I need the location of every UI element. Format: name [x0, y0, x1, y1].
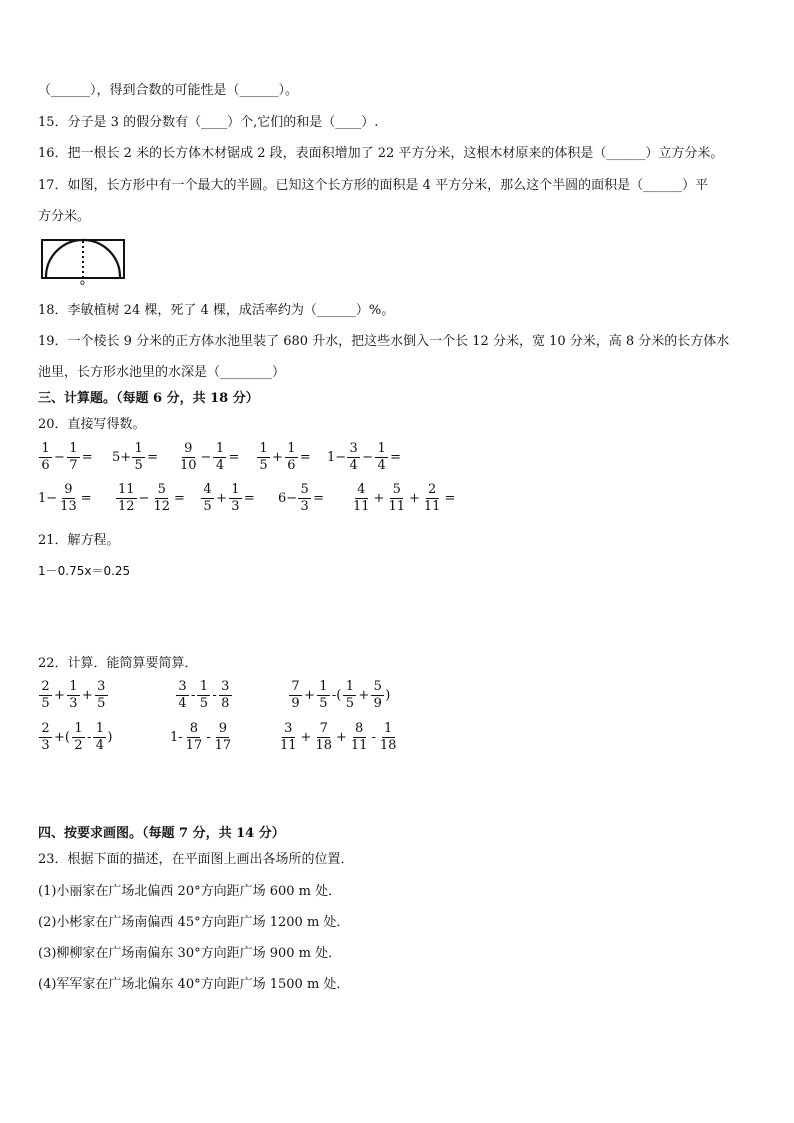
q14-tail: （______），得到合数的可能性是（______）。: [38, 83, 299, 98]
q20-expr-1: $\frac{1}{6}$ − $\frac{1}{7}$ =: [38, 442, 94, 473]
q18: 18．李敏植树 24 棵，死了 4 棵，成活率约为（______）%。: [38, 303, 395, 318]
q22-expr-3: $\frac{7}{9}$ + $\frac{1}{5}$ -( $\frac{1}{5}$ + $\frac{5}{9}$ ): [288, 680, 390, 711]
q15: 15．分子是 3 的假分数有（____）个,它们的和是（____）.: [38, 115, 379, 130]
rectangle-semicircle-diagram: [38, 236, 128, 288]
q17-line2: 方分米。: [38, 209, 91, 224]
fraction: $\frac{3}{4}$: [347, 442, 360, 473]
fraction: $\frac{9}{10}$: [180, 441, 197, 473]
fraction: $\frac{1}{4}$: [213, 442, 226, 473]
q22-title: 22．计算．能简算要简算．: [38, 656, 198, 671]
q16: 16．把一根长 2 米的长方体木材锯成 2 段，表面积增加了 22 平方分米，这根木材原来的体积是（______）立方分米。: [38, 146, 724, 161]
q22-expr-1: $\frac{2}{5}$ + $\frac{1}{3}$ + $\frac{3}{5}$: [38, 680, 109, 711]
fraction: $\frac{1}{2}$: [72, 722, 85, 753]
fraction: $\frac{4}{5}$: [201, 483, 214, 514]
fraction: $\frac{8}{17}$: [185, 721, 203, 753]
q20-expr-8: $\frac{4}{5}$ + $\frac{1}{3}$ =: [200, 483, 256, 514]
fraction: $\frac{1}{4}$: [375, 442, 388, 473]
fraction: $\frac{1}{18}$: [379, 721, 397, 753]
fraction: $\frac{9}{13}$: [60, 482, 77, 514]
fraction: $\frac{1}{7}$: [67, 442, 80, 473]
q23-item-1: (1)小丽家在广场北偏西 20°方向距广场 600 m 处．: [38, 884, 342, 899]
fraction: $\frac{5}{9}$: [371, 680, 384, 711]
center-label: o: [80, 278, 85, 287]
q22-expr-4: $\frac{2}{3}$ +( $\frac{1}{2}$ - $\frac{1}{4}$ ): [38, 722, 112, 753]
q23-item-4: (4)军军家在广场北偏东 40°方向距广场 1500 m 处．: [38, 977, 350, 992]
fraction: $\frac{5}{3}$: [298, 483, 311, 514]
fraction: $\frac{2}{5}$: [39, 680, 52, 711]
q22-expr-6: $\frac{3}{11}$ + $\frac{7}{18}$ + $\frac{8}{11}$ - $\frac{1}{18}$: [280, 721, 397, 753]
fraction: $\frac{5}{12}$: [153, 482, 170, 514]
q20-expr-4: $\frac{1}{5}$ + $\frac{1}{6}$ =: [256, 442, 312, 473]
fraction: $\frac{1}{5}$: [343, 680, 356, 711]
fraction: $\frac{1}{6}$: [39, 442, 52, 473]
fraction: $\frac{5}{11}$: [388, 482, 405, 514]
q20-expr-3: $\frac{9}{10}$ − $\frac{1}{4}$ =: [180, 441, 240, 473]
q21-equation: 1－0.75x＝0.25: [38, 564, 131, 578]
fraction: $\frac{2}{3}$: [39, 722, 52, 753]
fraction: $\frac{7}{18}$: [315, 721, 332, 753]
q23-title: 23．根据下面的描述，在平面图上画出各场所的位置．: [38, 852, 354, 867]
fraction: $\frac{3}{5}$: [95, 680, 108, 711]
q20-expr-6: 1− $\frac{9}{13}$ =: [38, 482, 92, 514]
section-3-heading: 三、计算题。（每题 6 分，共 18 分）: [38, 391, 259, 406]
q23-item-3: (3)柳柳家在广场南偏东 30°方向距广场 900 m 处．: [38, 946, 342, 961]
rectangle-semicircle-figure: [38, 236, 128, 292]
fraction: $\frac{3}{4}$: [176, 680, 189, 711]
fraction: $\frac{2}{11}$: [423, 482, 441, 514]
fraction: $\frac{8}{11}$: [350, 721, 368, 753]
q20-expr-10: $\frac{4}{11}$ + $\frac{5}{11}$ + $\frac{2}{11}$ =: [353, 482, 456, 514]
fraction: $\frac{3}{11}$: [280, 721, 297, 753]
fraction: $\frac{1}{6}$: [285, 442, 298, 473]
fraction: $\frac{4}{11}$: [353, 482, 370, 514]
section-4-heading: 四、按要求画图。（每题 7 分，共 14 分）: [38, 826, 285, 841]
q21-title: 21．解方程。: [38, 533, 120, 548]
q22-expr-2: $\frac{3}{4}$ - $\frac{1}{5}$ - $\frac{3}{8}$: [175, 680, 233, 711]
q20-title: 20．直接写得数。: [38, 417, 146, 432]
fraction: $\frac{1}{5}$: [197, 680, 210, 711]
fraction: $\frac{1}{5}$: [317, 680, 330, 711]
fraction: $\frac{1}{4}$: [93, 722, 106, 753]
fraction: $\frac{7}{9}$: [289, 680, 302, 711]
fraction: $\frac{1}{5}$: [132, 442, 145, 473]
q23-item-2: (2)小彬家在广场南偏西 45°方向距广场 1200 m 处．: [38, 915, 350, 930]
q20-expr-9: 6− $\frac{5}{3}$ =: [278, 482, 325, 514]
q20-expr-7: $\frac{11}{12}$ − $\frac{5}{12}$ =: [118, 482, 185, 514]
fraction: $\frac{3}{8}$: [219, 680, 232, 711]
fraction: $\frac{11}{12}$: [118, 482, 135, 514]
fraction: $\frac{1}{3}$: [67, 680, 80, 711]
q17-line1: 17．如图，长方形中有一个最大的半圆。已知这个长方形的面积是 4 平方分米，那么这个半圆的面积是（______）平: [38, 178, 709, 193]
q20-expr-5: 1− $\frac{3}{4}$ − $\frac{1}{4}$ =: [327, 441, 401, 473]
fraction: $\frac{1}{3}$: [229, 483, 242, 514]
q19-line2: 池里，长方形水池里的水深是（________）: [38, 365, 286, 380]
q19-line1: 19．一个棱长 9 分米的正方体水池里装了 680 升水，把这些水倒入一个长 12 分米，宽 10 分米，高 8 分米的长方体水: [38, 334, 730, 349]
q22-expr-5: 1- $\frac{8}{17}$ - $\frac{9}{17}$: [170, 721, 232, 753]
fraction: $\frac{9}{17}$: [214, 721, 232, 753]
fraction: $\frac{1}{5}$: [257, 442, 270, 473]
q20-expr-2: 5+ $\frac{1}{5}$ =: [112, 441, 159, 473]
